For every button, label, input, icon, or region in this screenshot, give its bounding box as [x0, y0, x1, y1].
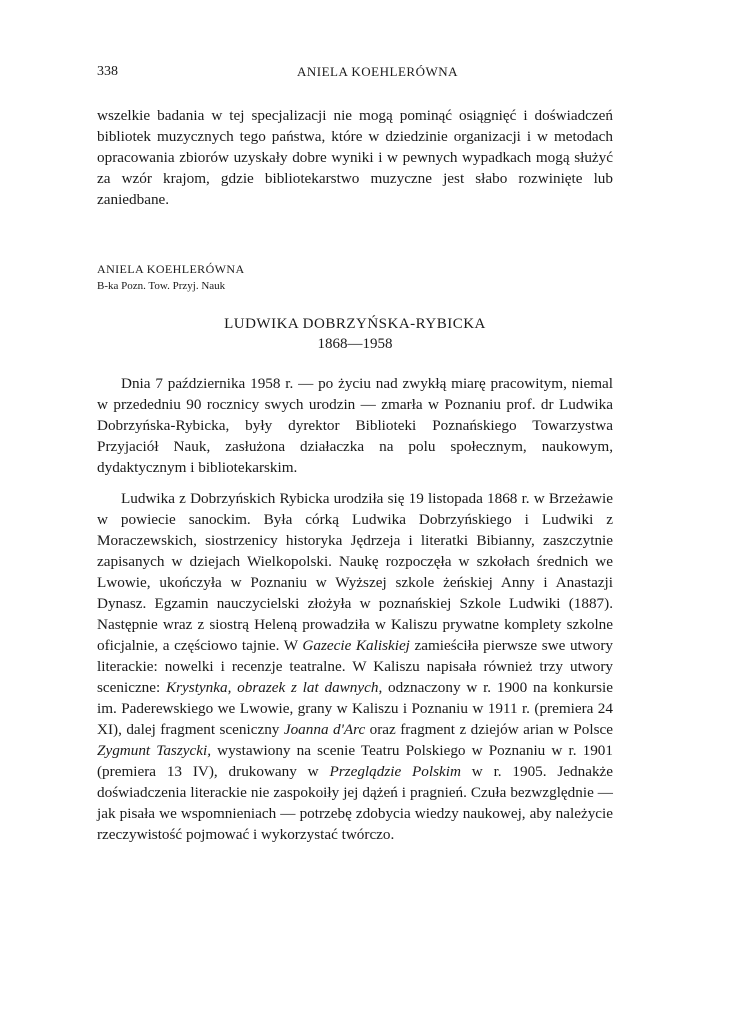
- running-head: ANIELA KOEHLERÓWNA: [297, 64, 459, 79]
- intro-paragraph: wszelkie badania w tej specjalizacji nie mogą pominąć osiągnięć i doświadczeń bibliotek muzycznych tego państwa, które w dziedzinie organizacji i w metodach opracowania zbiorów uzyskały dobre wyniki i w pewnych wypadkach mogą służyć za wzór krajom, gdzie bibliotekarstwo muzyczne jest słabo rozwinięte lub zaniedbane.: [97, 107, 613, 208]
- obituary-dates: 1868—1958: [317, 336, 393, 352]
- author-name: ANIELA KOEHLERÓWNA: [97, 262, 245, 276]
- text-run: oraz fragment z dziejów arian w Polsce: [369, 721, 613, 738]
- text-run: zamieściła pierwsze swe utwory literackie: nowelki i recenzje teatralne. W Kaliszu napisała również trzy utwory sceniczne:: [97, 637, 613, 696]
- text-run: Ludwika z Dobrzyńskich Rybicka urodziła się 19 listopada 1868 r. w Brzeżawie w powiecie sanockim. Była córką Ludwika Dobrzyńskiego i Ludwiki z Moraczewskich, siostrzenicy historyka Jędrzeja i literatki Bibianny, zaszczytnie zapisanych w dziejach Wielkopolski. Naukę rozpoczęła w szkołach średnich we Lwowie, ukończyła w Poznaniu w Wyższej szkole żeńskiej Anny i Anastazji Dynasz. Egzamin nauczycielski złożyła w poznańskiej Szkole Ludwiki (1887). Następnie wraz z siostrą Heleną prowadziła w Kaliszu prywatne komplety szkolne oficjalnie, a częściowo tajnie. W: [97, 490, 613, 654]
- play-title: Joanna d'Arc: [283, 721, 366, 738]
- body-paragraph-1: Dnia 7 października 1958 r. — po życiu nad zwykłą miarę pracowitym, niemal w przededniu 90 rocznicy swych urodzin — zmarła w Poznaniu prof. dr Ludwika Dobrzyńska-Rybicka, były dyrektor Biblioteki Poznańskiego Towarzystwa Przyjaciół Nauk, zasłużona działaczka na polu społecznym, naukowym, dydaktycznym i bibliotekarskim.: [97, 375, 613, 476]
- journal-title: Przeglądzie Polskim: [329, 763, 461, 780]
- play-title: Zygmunt Taszycki,: [97, 742, 211, 759]
- text-run: w r. 1905. Jednakże doświadczenia literackie nie zaspokoiły jej dążeń i pragnień. Czuła bezwzględnie — jak pisała we wspomnieniach — potrzebę zdobycia wiedzy naukowej, aby należycie rzeczywistość pojmować i wykorzystać twórczo.: [97, 763, 614, 843]
- page-header: [97, 64, 617, 84]
- text-run: wystawiony na scenie Teatru Polskiego w Poznaniu w r. 1901 (premiera 13 IV), drukowany w: [97, 742, 613, 780]
- play-title: Krystynka, obrazek z lat dawnych,: [166, 679, 383, 696]
- gazette-title: Gazecie Kaliskiej: [302, 637, 410, 654]
- text-run: odznaczony w r. 1900 na konkursie im. Paderewskiego we Lwowie, grany w Kaliszu i Poznaniu w 1911 r. (premiera 24 XI), dalej fragment sceniczny: [97, 679, 613, 738]
- author-signature: [97, 261, 245, 295]
- page-number: 338: [97, 64, 118, 79]
- author-affiliation: B-ka Pozn. Tow. Przyj. Nauk: [97, 280, 226, 292]
- body-paragraph-2: [97, 488, 613, 845]
- obituary-title: LUDWIKA DOBRZYŃSKA-RYBICKA: [224, 316, 486, 332]
